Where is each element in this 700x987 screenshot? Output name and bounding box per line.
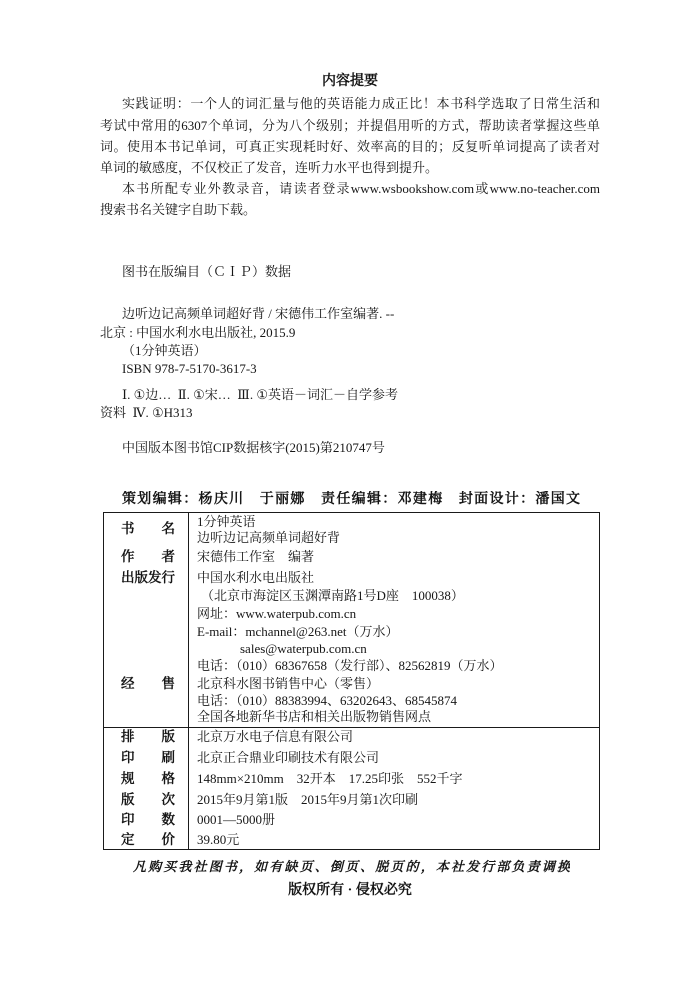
value-distribution-line: 全国各地新华书店和相关出版物销售网点 xyxy=(197,709,432,724)
label-author: 作 者 xyxy=(121,549,175,564)
value-publisher-line: 中国水利水电出版社 xyxy=(197,570,315,585)
table-column-divider xyxy=(188,513,189,849)
cip-classification-line: Ⅰ. ①边… Ⅱ. ①宋… Ⅲ. ①英语－词汇－自学参考 xyxy=(122,387,398,402)
footer-exchange-notice: 凡购买我社图书，如有缺页、倒页、脱页的，本社发行部负责调换 xyxy=(133,859,570,874)
value-publisher-line: E-mail：mchannel@263.net（万水） xyxy=(197,624,399,639)
summary-line: 词。使用本书记单词，可真正实现耗时好、效率高的目的；反复听单词提高了读者对 xyxy=(100,139,600,154)
cip-verification-number: 中国版本图书馆CIP数据核字(2015)第210747号 xyxy=(122,440,385,455)
summary-line: 实践证明：一个人的词汇量与他的英语能力成正比！本书科学选取了日常生活和 xyxy=(122,96,600,111)
value-distribution-line: 北京科水图书销售中心（零售） xyxy=(197,676,380,691)
label-typesetting: 排 版 xyxy=(121,729,175,744)
cip-classification-line: 资料 Ⅳ. ①H313 xyxy=(100,405,193,420)
summary-title: 内容提要 xyxy=(322,74,378,89)
value-price: 39.80元 xyxy=(197,832,240,847)
label-price: 定 价 xyxy=(121,832,175,847)
value-printing: 北京正合鼎业印刷技术有限公司 xyxy=(197,750,380,765)
value-distribution-line: 电话：（010）88383994、63202643、68545874 xyxy=(197,693,458,708)
staff-credits: 策划编辑：杨庆川 于丽娜 责任编辑：邓建梅 封面设计：潘国文 xyxy=(122,492,580,507)
value-publisher-line: 电话：（010）68367658（发行部）、82562819（万水） xyxy=(197,658,503,673)
summary-line: 搜索书名关键字自助下载。 xyxy=(100,202,257,217)
cip-record-line: （1分钟英语） xyxy=(122,343,207,358)
cip-record-line: 北京 : 中国水利水电出版社, 2015.9 xyxy=(100,325,296,340)
value-specification: 148mm×210mm 32开本 17.25印张 552千字 xyxy=(197,771,463,786)
value-book-title: 边听边记高频单词超好背 xyxy=(197,530,341,545)
summary-line: 考试中常用的6307个单词，分为八个级别；并提倡用听的方式，帮助读者掌握这些单 xyxy=(100,118,600,133)
value-edition: 2015年9月第1版 2015年9月第1次印刷 xyxy=(197,792,419,807)
label-publisher: 出版发行 xyxy=(121,570,175,585)
table-section-divider xyxy=(104,727,599,728)
value-typesetting: 北京万水电子信息有限公司 xyxy=(197,729,354,744)
value-publisher-line: 网址：www.waterpub.com.cn xyxy=(197,606,357,621)
value-publisher-line: （北京市海淀区玉渊潭南路1号D座 100038） xyxy=(201,588,464,603)
summary-line: 单词的敏感度，不仅校正了发音，连听力水平也得到提升。 xyxy=(100,160,439,175)
value-series: 1分钟英语 xyxy=(197,514,256,529)
cip-record-line: 边听边记高频单词超好背 / 宋德伟工作室编著. -- xyxy=(122,306,395,321)
value-publisher-line: sales@waterpub.com.cn xyxy=(240,641,367,656)
label-edition: 版 次 xyxy=(121,792,175,807)
label-printing: 印 刷 xyxy=(121,750,175,765)
label-print-run: 印 数 xyxy=(121,812,175,827)
cip-heading: 图书在版编目（ＣＩＰ）数据 xyxy=(122,264,292,279)
label-specification: 规 格 xyxy=(121,771,175,786)
summary-line: 本书所配专业外教录音，请读者登录www.wsbookshow.com或www.no-teacher.com xyxy=(122,181,600,196)
label-distribution: 经 售 xyxy=(121,676,175,691)
label-book-title: 书 名 xyxy=(121,521,175,536)
value-print-run: 0001—5000册 xyxy=(197,812,276,827)
cip-record-line: ISBN 978-7-5170-3617-3 xyxy=(122,361,257,376)
value-author: 宋德伟工作室 编著 xyxy=(197,549,315,564)
copyright-notice: 版权所有 · 侵权必究 xyxy=(288,883,412,898)
